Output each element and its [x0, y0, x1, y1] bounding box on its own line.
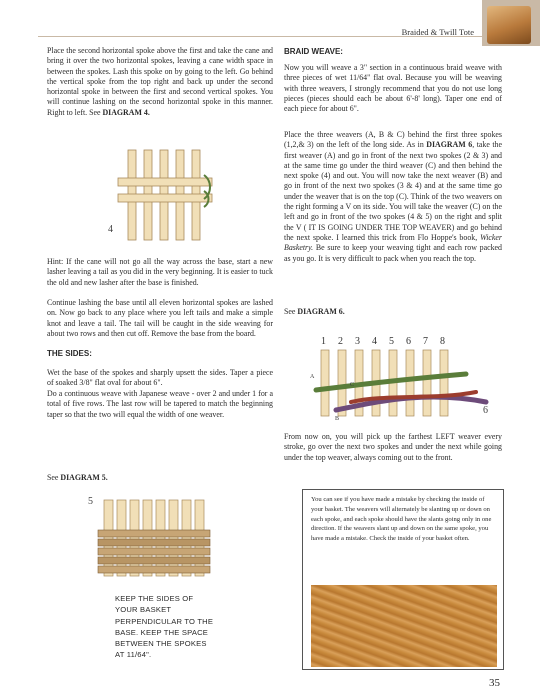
- weaver-letter: A: [310, 374, 315, 380]
- right-p3-diagram-ref: DIAGRAM 6.: [297, 307, 345, 316]
- right-paragraph-3: [284, 307, 502, 317]
- diagram-5-spokes: [104, 500, 204, 576]
- spoke-number: 1: [321, 336, 326, 347]
- spoke-number: 7: [423, 336, 428, 347]
- spoke-number: 6: [406, 336, 411, 347]
- spoke-number: 3: [355, 336, 360, 347]
- left-paragraph-4: Wet the base of the spokes and sharply upsett the sides. Taper a piece of soaked 3/8" flat oval for about 6".: [47, 368, 273, 388]
- spoke-number: 8: [440, 336, 445, 347]
- right-p3-prefix: See: [284, 307, 298, 316]
- diagram-4-label: 4: [108, 224, 113, 235]
- left-paragraph-3: Continue lashing the base until all eleven horizontal spokes are lashed on. Now go back to any place where you left tails and make a simple knot and leave a tail. The tail will be caught in the side weaving for about two rows and then cut off. Remove the base from the board.: [47, 298, 273, 338]
- right-p2-text-c: Be sure to keep your weaving tight and each row packed as you go. It is very difficult to pack when you reach the top.: [284, 243, 502, 263]
- sides-caption: KEEP THE SIDES OF YOUR BASKET PERPENDICULAR TO THE BASE. KEEP THE SPACE BETWEEN THE SPOKES AT 11/64".: [115, 594, 214, 660]
- diagram-5-label: 5: [88, 496, 93, 507]
- diagram-6-spoke-numbers: [321, 336, 445, 347]
- left-p6-diagram-ref: DIAGRAM 5.: [60, 473, 108, 482]
- page-header: [0, 0, 540, 46]
- right-p2-book-title: Wicker Basketry.: [284, 232, 502, 253]
- right-paragraph-4: From now on, you will pick up the farthest LEFT weaver every stroke, go over the next two spokes and under the next while going under the top weaver, always coming out to the front.: [284, 432, 502, 462]
- right-paragraph-2: [284, 130, 502, 264]
- weaver-letter: B: [335, 416, 340, 422]
- header-title: Braided & Twill Tote: [401, 27, 474, 37]
- basket-inside-photo: [311, 585, 497, 667]
- spoke-number: 2: [338, 336, 343, 347]
- braid-weave-heading: BRAID WEAVE:: [284, 47, 343, 56]
- diagram-5: [80, 492, 220, 580]
- left-p1-text: Place the second horizontal spoke above the first and take the cane and bring it over the two horizontal spokes, leaving a cane width space in between the spokes. Lash this spoke on by going to the left. Go behind the vertical spoke from the top right and back up under the second horizontal spoke in between the first and second vertical spokes. You will continue lashing on the second horizontal spoke in this manner. Right to left. See: [47, 46, 273, 117]
- left-p6-prefix: See: [47, 473, 61, 482]
- diagram-6: [306, 330, 506, 428]
- diagram-6-weaver-letters: [310, 374, 354, 422]
- left-paragraph-1: [47, 46, 273, 118]
- right-paragraph-1: Now you will weave a 3" section in a continuous braid weave with three pieces of wet 11/64" flat oval. Because you will be weaving with three weavers, I strongly recommend that you do not use long pieces (pieces should each be about 6'-8' long). Taper one end of each piece for about 6".: [284, 63, 502, 114]
- spoke-number: 4: [372, 336, 377, 347]
- left-paragraph-5: Do a continuous weave with Japanese weave - over 2 and under 1 for a total of five rows. The last row will be tapered to match the beginning taper so that the two will equal the width of one weaver.: [47, 389, 273, 419]
- diagram-4: [108, 145, 218, 243]
- basket-photo-thumbnail: [487, 6, 531, 44]
- tip-box-text: You can see if you have made a mistake by checking the inside of your basket. The weavers will alternately be slanting up or down on each spoke, and each spoke should have the slants going only in one direction. If the weavers slant up and down on the same spoke, you have made a mistake. Check the inside of your basket often.: [311, 496, 492, 543]
- right-p2-text-b: , take the first weaver (A) and go in front of the next two spokes (2 & 3) and at the same time go under the third weaver (C) and then behind the next spoke (4) and out. You will now take the next weaver (B) and go in front of the next two spokes (3 & 4) and at the same time go under the weaver that is on the top (C). Think of the two weavers on the right forming a V on its side. You will take the weaver (C) on the left and go in front of the two spokes (4 & 5) on the right and split the V ( IT IS GOING UNDER THE TOP WEAVER) and go behind the next spoke. I learned this trick from Flo Hoppe's book,: [284, 140, 502, 242]
- left-paragraph-hint: Hint: If the cane will not go all the way across the base, start a new lasher leaving a tail as you did in the very beginning. It is easier to tuck the old and new lasher after the base is finished.: [47, 257, 273, 287]
- tip-box: [302, 489, 504, 670]
- right-p2-diagram-ref: DIAGRAM 6: [426, 140, 473, 150]
- diagram-5-weavers: [98, 530, 210, 573]
- spoke-number: 5: [389, 336, 394, 347]
- page-number: 35: [489, 677, 500, 689]
- right-p2-text-a: Place the three weavers (A, B & C) behind the first three spokes (1,2,& 3) on the left of the long side. As in: [284, 130, 502, 150]
- sides-heading: THE SIDES:: [47, 349, 92, 358]
- weaver-letter: C: [350, 382, 355, 388]
- left-p1-diagram-ref: DIAGRAM 4.: [102, 107, 150, 117]
- diagram-6-label: 6: [483, 405, 488, 416]
- left-paragraph-6: [47, 473, 273, 483]
